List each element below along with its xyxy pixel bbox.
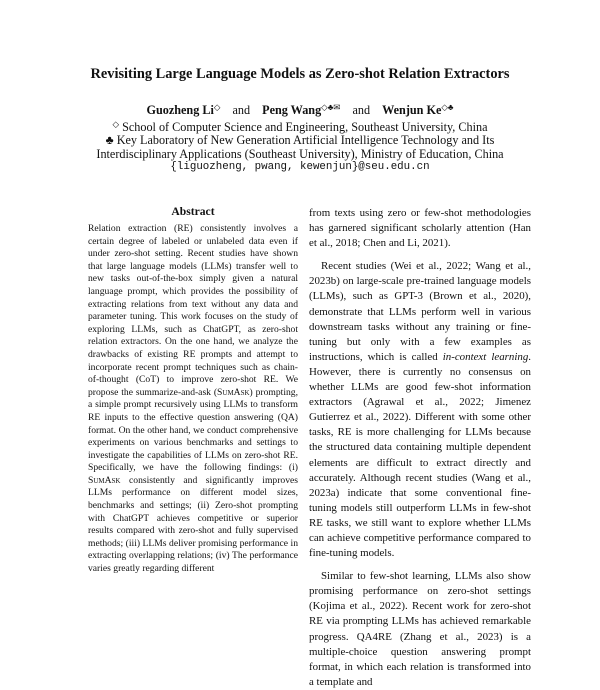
affiliation-2 bbox=[0, 133, 600, 148]
affiliation-mark: ◇ bbox=[112, 119, 120, 129]
affiliation-text: School of Computer Science and Engineering, Southeast University, China bbox=[122, 120, 488, 134]
sumask-term: SumAsk bbox=[217, 386, 250, 398]
body-paragraph bbox=[309, 259, 531, 561]
body-paragraph: from texts using zero or few-shot methodologies has garnered significant scholarly attention (Han et al., 2018; Chen and Li, 2021). bbox=[309, 207, 531, 250]
paper-title: Revisiting Large Language Models as Zero-shot Relation Extractors bbox=[90, 66, 510, 82]
author-marks: ◇♣ bbox=[441, 102, 454, 112]
body-text: . However, there is currently no consensus on whether LLMs are good few-shot information extractors (Agrawal et al., 2022; Jimenez Gutierrez et al., 2022). Different with some other tasks, RE is more challenging for LLMs because the structured data containing multiple dependent elements are difficult to extract directly and accurately. Although recent studies (Wang et al., 2023a) indicate that some conventional fine-tuning models still outperform LLMs in few-shot RE tasks, we still want to explore whether LLMs can achieve competitive performance compared to fine-tuning models. bbox=[309, 350, 532, 560]
introduction-column bbox=[309, 206, 531, 690]
author-marks: ◇ bbox=[213, 102, 221, 112]
affiliation-2-continued: Interdisciplinary Applications (Southeast University), Ministry of Education, China bbox=[96, 147, 504, 161]
author-separator: and bbox=[232, 103, 251, 117]
abstract-body bbox=[88, 223, 298, 576]
author-name: Guozheng Li bbox=[146, 103, 214, 117]
abstract-text: Relation extraction (RE) consistently involves a certain degree of labeled or unlabeled data even if under zero-shot setting. Recent studies have shown that large language models (LLMs) transfer well to new tasks out-of-the-box simply given a natural language prompt, which provides the possibility of extracting relations from text without any data and parameter tuning. This work focuses on the study of exploring LLMs, such as ChatGPT, as zero-shot relation extractors. On the one hand, we analyze the drawbacks of existing RE prompts and attempt to incorporate recent prompt techniques such as chain-of-thought (CoT) to improve zero-shot RE. We propose the summarize-and-ask ( bbox=[88, 223, 298, 398]
author-name: Wenjun Ke bbox=[382, 103, 442, 117]
body-paragraph: Similar to few-shot learning, LLMs also show promising performance on zero-shot settings (Kojima et al., 2022). Recent work for zero-shot RE via prompting LLMs has achieved remarkable progress. QA4RE (Zhang et al., 2023) is a multiple-choice question answering prompt format, in which each relation is transformed into a template and bbox=[309, 570, 531, 688]
author-email: {liguozheng, pwang, kewenjun}@seu.edu.cn bbox=[170, 161, 430, 173]
abstract-heading: Abstract bbox=[171, 205, 215, 218]
author-marks: ◇♣✉ bbox=[321, 102, 341, 112]
author-list bbox=[0, 102, 600, 118]
emphasis-term: in-context learning bbox=[442, 350, 529, 363]
author-name: Peng Wang bbox=[262, 103, 322, 117]
abstract-text: ) prompting, a simple prompt recursively using LLMs to transform RE inputs to the effective question answering (QA) format. On the other hand, we conduct comprehensive experiments on various benchmarks and settings to investigate the capabilities of LLMs on zero-shot RE. Specifically, we have the following findings: (i) bbox=[88, 386, 298, 474]
abstract-text: consistently and significantly improves LLMs performance on different model sizes, benchmarks and settings; (ii) Zero-shot prompting with ChatGPT achieves competitive or superior results compared with zero-shot and fully supervised methods; (iii) LLMs deliver promising performance in extracting overlapping relations; (iv) The performance varies greatly regarding different bbox=[88, 474, 298, 575]
sumask-term: SumAsk bbox=[88, 474, 121, 486]
author-separator: and bbox=[352, 103, 371, 117]
affiliation-text: Key Laboratory of New Generation Artificial Intelligence Technology and Its bbox=[116, 133, 495, 147]
affiliation-mark: ♣ bbox=[105, 133, 114, 147]
body-text: Recent studies (Wei et al., 2022; Wang et al., 2023b) on large-scale pre-trained language models (LLMs), such as GPT-3 (Brown et al., 2020), demonstrate that LLMs perform well in various downstream tasks without any training or fine-tuning but only with a few examples as instructions, which is called bbox=[309, 260, 531, 363]
